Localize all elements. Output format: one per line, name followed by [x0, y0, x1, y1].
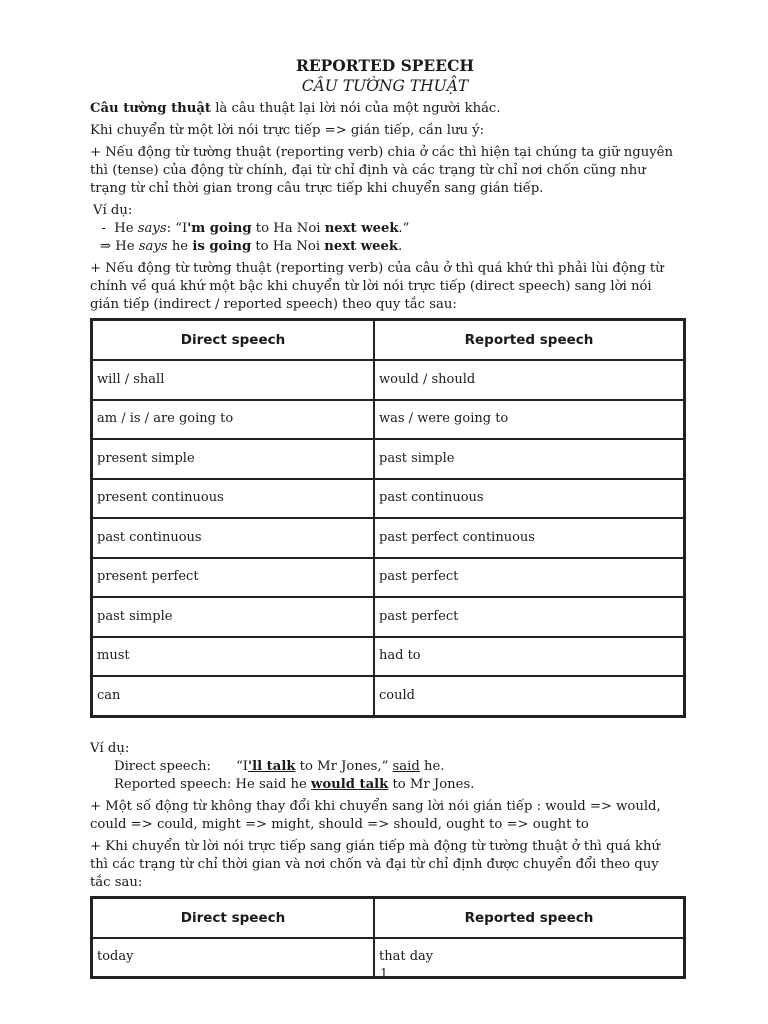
table-row — [92, 400, 684, 440]
table-header-row — [92, 898, 684, 938]
header-reported: Reported speech — [374, 898, 684, 938]
rule-3: + Một số động từ không thay đổi khi chuyển sang lời nói gián tiếp : would => would, could => could, might => might, should => should, ought to => ought to — [90, 798, 661, 832]
direct-cell: today — [92, 938, 374, 978]
note-paragraph: Khi chuyển từ một lời nói trực tiếp => gián tiếp, cần lưu ý: — [90, 123, 485, 138]
direct-cell: present continuous — [92, 479, 374, 519]
reported-cell: could — [374, 676, 684, 716]
page-number: 1 — [380, 966, 388, 980]
document-page — [90, 56, 680, 979]
reported-cell: past perfect continuous — [374, 518, 684, 558]
reported-cell: past perfect — [374, 558, 684, 598]
table-row — [92, 360, 684, 400]
example-2-reported: Reported speech: He said he would talk to Mr Jones. — [114, 776, 475, 792]
table-row — [92, 518, 684, 558]
intro-term: Câu tường thuật — [90, 101, 211, 116]
table-header-row — [92, 320, 684, 360]
table-row — [92, 479, 684, 519]
reported-cell: would / should — [374, 360, 684, 400]
reported-cell: was / were going to — [374, 400, 684, 440]
intro-text: là câu thuật lại lời nói của một người khác. — [211, 101, 501, 116]
table-row — [92, 597, 684, 637]
rule-2: + Nếu động từ tường thuật (reporting verb) của câu ở thì quá khứ thì phải lùi động từ chính về quá khứ một bậc khi chuyển từ lời nói trực tiếp (direct speech) sang lời nói gián tiếp (indirect / reported speech) theo quy tắc sau: — [90, 261, 664, 312]
reported-cell: past perfect — [374, 597, 684, 637]
table-row — [92, 439, 684, 479]
document-subtitle: CÂU TƯỜNG THUẬT — [301, 77, 469, 95]
header-direct: Direct speech — [92, 898, 374, 938]
reported-cell: past continuous — [374, 479, 684, 519]
direct-cell: past simple — [92, 597, 374, 637]
direct-cell: will / shall — [92, 360, 374, 400]
document-title: REPORTED SPEECH — [295, 56, 475, 75]
direct-cell: present simple — [92, 439, 374, 479]
direct-cell: can — [92, 676, 374, 716]
table-row — [92, 676, 684, 716]
reported-cell: that day — [374, 938, 684, 978]
reported-cell: had to — [374, 637, 684, 677]
example-reported: ⇒ He says he is going to Ha Noi next week. — [100, 239, 403, 254]
example-direct: - He says: “I'm going to Ha Noi next week.” — [93, 221, 410, 236]
arrow-icon: ⇒ — [100, 239, 112, 254]
rule-4: + Khi chuyển từ lời nói trực tiếp sang gián tiếp mà động từ tường thuật ở thì quá khứ thì các trạng từ chỉ thời gian và nơi chốn và đại từ chỉ định được chuyển đổi theo quy tắc sau: — [90, 838, 661, 890]
reported-cell: past simple — [374, 439, 684, 479]
direct-cell: am / is / are going to — [92, 400, 374, 440]
header-reported: Reported speech — [374, 320, 684, 360]
direct-cell: past continuous — [92, 518, 374, 558]
rule-1: + Nếu động từ tường thuật (reporting verb) chia ở các thì hiện tại chúng ta giữ nguyên thì (tense) của động từ chính, đại từ chỉ định và các trạng từ chỉ nơi chốn cũng như trạng từ chỉ thời gian trong câu trực tiếp khi chuyển sang gián tiếp. — [90, 145, 673, 196]
table-row — [92, 637, 684, 677]
header-direct: Direct speech — [92, 320, 374, 360]
intro-paragraph — [90, 100, 680, 118]
tense-table — [90, 318, 686, 718]
example-2-label: Ví dụ: — [90, 740, 130, 756]
table-row — [92, 558, 684, 598]
direct-cell: present perfect — [92, 558, 374, 598]
example-label: Ví dụ: — [93, 203, 133, 218]
direct-cell: must — [92, 637, 374, 677]
example-2-direct: Direct speech: “I'll talk to Mr Jones,” said he. — [114, 758, 445, 774]
